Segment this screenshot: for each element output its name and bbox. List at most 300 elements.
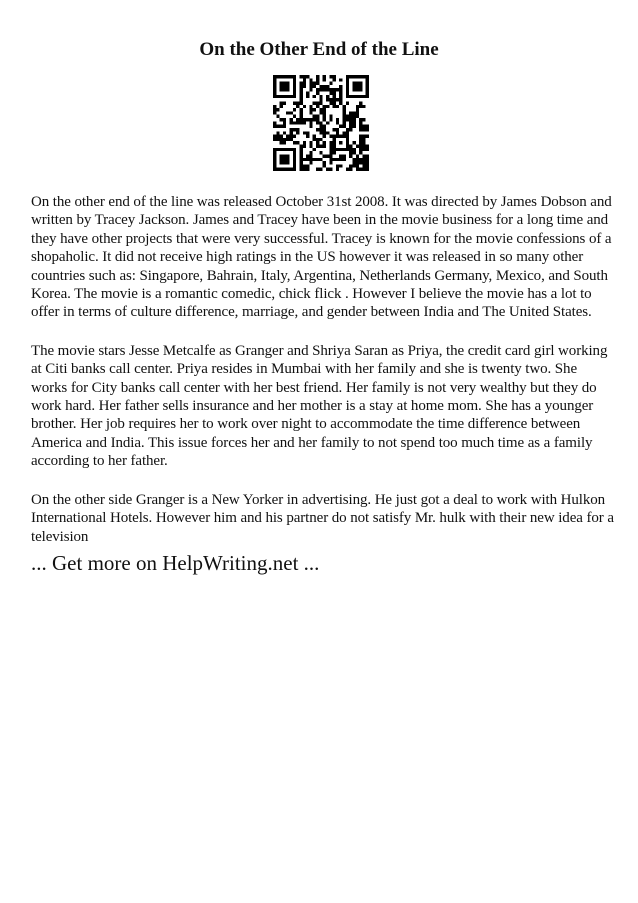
qr-module xyxy=(280,135,283,138)
qr-module xyxy=(290,135,293,138)
qr-module xyxy=(290,111,293,114)
qr-module xyxy=(346,141,349,144)
qr-module xyxy=(286,168,289,171)
qr-module xyxy=(339,141,342,144)
qr-module xyxy=(296,141,299,144)
qr-module xyxy=(280,118,283,121)
qr-module xyxy=(306,131,309,134)
qr-module xyxy=(293,92,296,95)
qr-module xyxy=(316,141,319,144)
qr-module xyxy=(319,145,322,148)
qr-module xyxy=(366,78,369,81)
qr-module xyxy=(273,125,276,128)
qr-module xyxy=(313,115,316,118)
qr-module xyxy=(280,148,283,151)
qr-module xyxy=(280,138,283,141)
qr-module xyxy=(303,131,306,134)
qr-module xyxy=(283,161,286,164)
qr-module xyxy=(299,145,302,148)
qr-module xyxy=(299,158,302,161)
qr-module xyxy=(283,125,286,128)
qr-module xyxy=(359,101,362,104)
qr-module xyxy=(293,75,296,78)
qr-module xyxy=(283,138,286,141)
qr-module xyxy=(346,92,349,95)
qr-module xyxy=(299,92,302,95)
qr-module xyxy=(336,88,339,91)
qr-module xyxy=(309,161,312,164)
qr-module xyxy=(333,145,336,148)
qr-module xyxy=(309,85,312,88)
qr-module xyxy=(359,121,362,124)
qr-module xyxy=(280,105,283,108)
qr-module xyxy=(336,164,339,167)
qr-module xyxy=(352,141,355,144)
qr-module xyxy=(339,85,342,88)
qr-module xyxy=(343,115,346,118)
qr-module xyxy=(313,138,316,141)
qr-module xyxy=(273,168,276,171)
qr-module xyxy=(309,121,312,124)
qr-module xyxy=(349,125,352,128)
qr-module xyxy=(306,75,309,78)
qr-module xyxy=(273,88,276,91)
qr-module xyxy=(283,154,286,157)
qr-module xyxy=(313,158,316,161)
qr-module xyxy=(309,82,312,85)
qr-module xyxy=(323,145,326,148)
qr-module xyxy=(326,105,329,108)
qr-module xyxy=(319,131,322,134)
qr-module xyxy=(273,75,276,78)
qr-module xyxy=(276,148,279,151)
qr-module xyxy=(366,82,369,85)
qr-module xyxy=(356,115,359,118)
qr-module xyxy=(333,101,336,104)
qr-module xyxy=(296,118,299,121)
qr-module xyxy=(329,154,332,157)
qr-module xyxy=(303,158,306,161)
qr-module xyxy=(359,168,362,171)
qr-module xyxy=(329,135,332,138)
qr-module xyxy=(339,101,342,104)
qr-module xyxy=(349,164,352,167)
qr-module xyxy=(326,88,329,91)
qr-module xyxy=(326,154,329,157)
qr-module xyxy=(349,115,352,118)
qr-module xyxy=(273,82,276,85)
qr-module xyxy=(299,118,302,121)
qr-module xyxy=(346,78,349,81)
qr-module xyxy=(290,118,293,121)
qr-module xyxy=(316,75,319,78)
qr-module xyxy=(319,128,322,131)
qr-module xyxy=(316,158,319,161)
qr-module xyxy=(319,85,322,88)
qr-module xyxy=(296,121,299,124)
qr-module xyxy=(346,85,349,88)
qr-module xyxy=(339,135,342,138)
qr-module xyxy=(346,82,349,85)
qr-module xyxy=(309,118,312,121)
qr-module xyxy=(273,138,276,141)
qr-module xyxy=(336,98,339,101)
qr-module xyxy=(356,95,359,98)
qr-module xyxy=(309,158,312,161)
qr-module xyxy=(366,95,369,98)
qr-module xyxy=(293,88,296,91)
qr-module xyxy=(359,105,362,108)
qr-module xyxy=(356,164,359,167)
qr-module xyxy=(362,141,365,144)
qr-module xyxy=(339,95,342,98)
qr-module xyxy=(359,141,362,144)
paragraph-3: On the other side Granger is a New Yorker in advertising. He just got a deal to work with Hulkon International Hotels. However him and his partner do not satisfy Mr. hulk with their new idea for a television xyxy=(31,491,614,545)
qr-module xyxy=(306,135,309,138)
qr-module xyxy=(339,88,342,91)
qr-module xyxy=(343,105,346,108)
qr-module xyxy=(303,141,306,144)
qr-module xyxy=(293,121,296,124)
qr-module xyxy=(293,128,296,131)
qr-module xyxy=(313,95,316,98)
qr-module xyxy=(276,135,279,138)
qr-module xyxy=(299,75,302,78)
qr-module xyxy=(283,148,286,151)
qr-module xyxy=(352,115,355,118)
qr-module xyxy=(356,161,359,164)
qr-module xyxy=(326,168,329,171)
qr-module xyxy=(319,121,322,124)
qr-module xyxy=(319,108,322,111)
qr-module xyxy=(286,135,289,138)
qr-module xyxy=(293,95,296,98)
qr-module xyxy=(293,82,296,85)
qr-module xyxy=(296,105,299,108)
qr-module xyxy=(293,154,296,157)
qr-module xyxy=(349,118,352,121)
qr-module xyxy=(356,158,359,161)
qr-module xyxy=(359,128,362,131)
qr-module xyxy=(273,108,276,111)
qr-module xyxy=(306,92,309,95)
qr-module xyxy=(323,88,326,91)
qr-module xyxy=(323,128,326,131)
qr-module xyxy=(352,111,355,114)
qr-module xyxy=(299,98,302,101)
qr-module xyxy=(336,121,339,124)
page-title: On the Other End of the Line xyxy=(199,39,439,60)
qr-module xyxy=(319,88,322,91)
qr-module xyxy=(333,88,336,91)
qr-module xyxy=(273,154,276,157)
qr-module xyxy=(283,131,286,134)
qr-module xyxy=(349,75,352,78)
qr-code-icon xyxy=(273,75,369,171)
qr-module xyxy=(366,168,369,171)
qr-module xyxy=(352,148,355,151)
qr-module xyxy=(273,111,276,114)
qr-module xyxy=(333,151,336,154)
qr-module xyxy=(356,75,359,78)
qr-module xyxy=(316,101,319,104)
qr-module xyxy=(296,131,299,134)
qr-module xyxy=(290,121,293,124)
qr-module xyxy=(293,141,296,144)
qr-module xyxy=(329,141,332,144)
qr-module xyxy=(303,121,306,124)
qr-module xyxy=(293,168,296,171)
qr-module xyxy=(329,148,332,151)
qr-module xyxy=(349,148,352,151)
qr-module xyxy=(343,125,346,128)
qr-module xyxy=(313,135,316,138)
qr-module xyxy=(280,85,283,88)
qr-module xyxy=(326,121,329,124)
qr-module xyxy=(339,125,342,128)
qr-module xyxy=(352,161,355,164)
qr-module xyxy=(356,85,359,88)
qr-module xyxy=(339,154,342,157)
qr-module xyxy=(346,145,349,148)
qr-module xyxy=(352,88,355,91)
qr-module xyxy=(303,75,306,78)
qr-module xyxy=(343,121,346,124)
qr-module xyxy=(359,151,362,154)
qr-module xyxy=(303,78,306,81)
paragraph-1: On the other end of the line was released October 31st 2008. It was directed by James Dobson and written by Tracey Jackson. James and Tracey have been in the movie business for a long time and they have other projects that were very successful. Tracey is known for the movie confessions of a shopaholic. It did not receive high ratings in the US however it was released in so many other countries such as: Singapore, Bahrain, Italy, Argentina, Netherlands Germany, Mexico, and South Korea. The movie is a romantic comedic, chick flick . However I believe the movie has a lot to offer in terms of culture difference, marriage, and gender between India and The United States. xyxy=(31,194,612,321)
qr-module xyxy=(286,161,289,164)
qr-module xyxy=(299,82,302,85)
qr-module xyxy=(293,148,296,151)
qr-module xyxy=(359,75,362,78)
qr-module xyxy=(323,154,326,157)
qr-module xyxy=(333,95,336,98)
qr-module xyxy=(333,98,336,101)
qr-module xyxy=(336,148,339,151)
qr-module xyxy=(329,98,332,101)
qr-module xyxy=(309,154,312,157)
qr-module xyxy=(306,154,309,157)
qr-module xyxy=(319,151,322,154)
qr-module xyxy=(280,101,283,104)
qr-module xyxy=(283,82,286,85)
qr-module xyxy=(333,78,336,81)
qr-module xyxy=(346,148,349,151)
qr-module xyxy=(356,111,359,114)
qr-module xyxy=(366,92,369,95)
qr-module xyxy=(326,85,329,88)
qr-module xyxy=(333,128,336,131)
qr-module xyxy=(313,118,316,121)
qr-module xyxy=(286,85,289,88)
qr-module xyxy=(323,131,326,134)
qr-module xyxy=(299,108,302,111)
qr-module xyxy=(343,154,346,157)
qr-module xyxy=(273,148,276,151)
qr-module xyxy=(349,111,352,114)
qr-module xyxy=(366,125,369,128)
qr-module xyxy=(329,158,332,161)
qr-module xyxy=(276,108,279,111)
article-body xyxy=(31,193,615,566)
qr-module xyxy=(309,145,312,148)
qr-module xyxy=(349,95,352,98)
qr-module xyxy=(306,164,309,167)
qr-module xyxy=(299,161,302,164)
qr-module xyxy=(286,154,289,157)
qr-module xyxy=(276,95,279,98)
qr-module xyxy=(343,111,346,114)
qr-module xyxy=(352,121,355,124)
qr-module xyxy=(283,88,286,91)
qr-module xyxy=(299,121,302,124)
qr-module xyxy=(323,115,326,118)
qr-module xyxy=(352,75,355,78)
qr-module xyxy=(276,131,279,134)
qr-module xyxy=(362,125,365,128)
qr-module xyxy=(323,78,326,81)
qr-module xyxy=(333,158,336,161)
qr-module xyxy=(283,85,286,88)
qr-module xyxy=(299,151,302,154)
qr-module xyxy=(323,111,326,114)
qr-module xyxy=(286,138,289,141)
qr-module xyxy=(336,158,339,161)
qr-module xyxy=(346,115,349,118)
qr-module xyxy=(309,108,312,111)
qr-module xyxy=(323,161,326,164)
qr-module xyxy=(293,85,296,88)
qr-module xyxy=(286,88,289,91)
qr-module xyxy=(303,105,306,108)
qr-module xyxy=(362,145,365,148)
qr-module xyxy=(362,138,365,141)
qr-module xyxy=(306,158,309,161)
qr-module xyxy=(362,168,365,171)
qr-module xyxy=(333,75,336,78)
qr-module xyxy=(290,95,293,98)
qr-module xyxy=(336,118,339,121)
qr-module xyxy=(316,138,319,141)
qr-module xyxy=(293,164,296,167)
qr-module xyxy=(329,168,332,171)
qr-module xyxy=(346,131,349,134)
qr-module xyxy=(316,105,319,108)
qr-module xyxy=(273,161,276,164)
qr-module xyxy=(276,125,279,128)
qr-module xyxy=(362,128,365,131)
qr-module xyxy=(319,125,322,128)
qr-module xyxy=(349,154,352,157)
qr-module xyxy=(356,168,359,171)
qr-module xyxy=(286,111,289,114)
qr-module xyxy=(316,128,319,131)
qr-module xyxy=(296,128,299,131)
qr-module xyxy=(329,151,332,154)
qr-module xyxy=(329,118,332,121)
qr-module xyxy=(343,131,346,134)
qr-module xyxy=(283,158,286,161)
qr-module xyxy=(290,131,293,134)
qr-module xyxy=(346,75,349,78)
qr-module xyxy=(273,85,276,88)
qr-module xyxy=(299,101,302,104)
qr-module xyxy=(306,118,309,121)
qr-module xyxy=(303,82,306,85)
qr-module xyxy=(352,82,355,85)
qr-module xyxy=(329,161,332,164)
qr-module xyxy=(343,158,346,161)
qr-module xyxy=(362,154,365,157)
qr-module xyxy=(343,108,346,111)
qr-module xyxy=(283,168,286,171)
qr-module xyxy=(299,154,302,157)
qr-module xyxy=(356,108,359,111)
qr-module xyxy=(276,168,279,171)
qr-module xyxy=(336,128,339,131)
qr-module xyxy=(343,135,346,138)
qr-module xyxy=(362,135,365,138)
qr-module xyxy=(336,131,339,134)
qr-module xyxy=(319,98,322,101)
qr-module xyxy=(359,118,362,121)
qr-module xyxy=(323,135,326,138)
qr-module xyxy=(293,78,296,81)
qr-module xyxy=(362,164,365,167)
qr-module xyxy=(336,135,339,138)
qr-module xyxy=(333,141,336,144)
qr-module xyxy=(359,95,362,98)
qr-module xyxy=(299,88,302,91)
qr-module xyxy=(273,158,276,161)
qr-module xyxy=(283,101,286,104)
qr-module xyxy=(346,88,349,91)
qr-module xyxy=(329,82,332,85)
qr-module xyxy=(303,145,306,148)
qr-module xyxy=(359,82,362,85)
qr-module xyxy=(293,135,296,138)
qr-module xyxy=(359,148,362,151)
qr-module xyxy=(343,118,346,121)
qr-module xyxy=(280,125,283,128)
qr-module xyxy=(316,145,319,148)
qr-module xyxy=(366,164,369,167)
qr-module xyxy=(290,75,293,78)
qr-module xyxy=(280,82,283,85)
qr-module xyxy=(366,158,369,161)
qr-module xyxy=(346,101,349,104)
qr-module xyxy=(366,148,369,151)
paragraph-2: The movie stars Jesse Metcalfe as Granger and Shriya Saran as Priya, the credit card girl working at Citi banks call center. Priya resides in Mumbai with her family and she is twenty two. She works for City banks call center with her best friend. Her family is not very wealthy but they do work hard. Her father sells insurance and her mother is a stay at home mom. She has a younger brother. Her job requires her to work over night to accommodate the time difference between America and India. This issue forces her and her family to not spend too much time as a family according to her father. xyxy=(31,342,608,470)
qr-module xyxy=(309,105,312,108)
get-more-link[interactable]: ... Get more on HelpWriting.net ... xyxy=(31,551,320,575)
qr-module xyxy=(346,138,349,141)
qr-module xyxy=(316,115,319,118)
qr-module xyxy=(273,95,276,98)
qr-module xyxy=(319,95,322,98)
qr-module xyxy=(359,125,362,128)
qr-module xyxy=(309,151,312,154)
qr-module xyxy=(283,141,286,144)
qr-module xyxy=(286,82,289,85)
qr-module xyxy=(333,138,336,141)
qr-module xyxy=(323,105,326,108)
qr-module xyxy=(299,148,302,151)
qr-module xyxy=(336,168,339,171)
qr-module xyxy=(362,148,365,151)
qr-module xyxy=(276,115,279,118)
